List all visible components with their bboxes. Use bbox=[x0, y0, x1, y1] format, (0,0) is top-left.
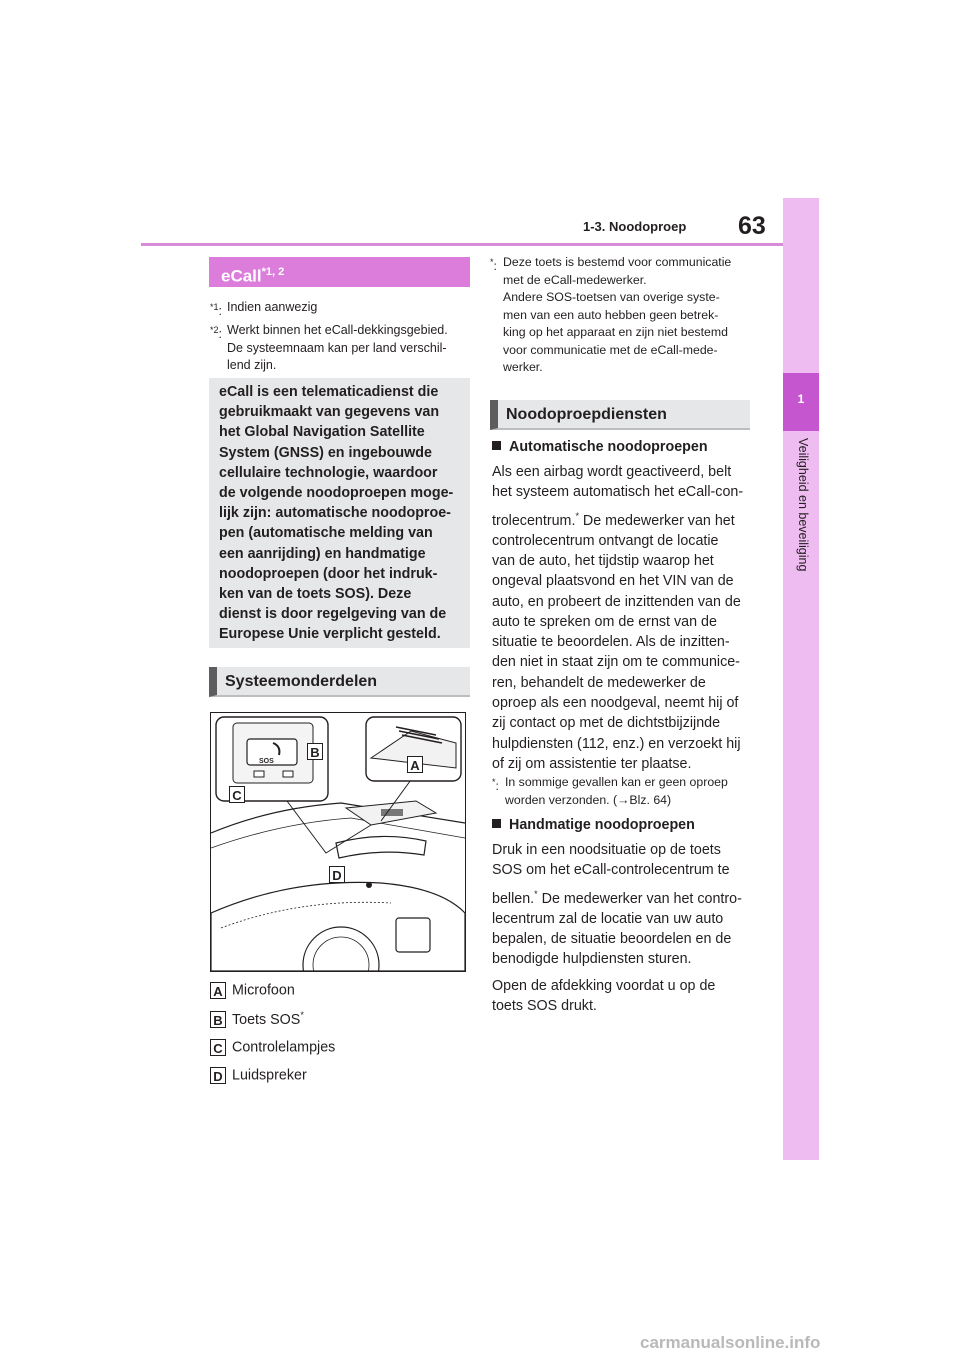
manual-call-heading-text: Handmatige noodoproepen bbox=[509, 817, 695, 833]
legend-key: D bbox=[210, 1067, 226, 1084]
body-line: ongeval plaatsvond en het VIN van de bbox=[492, 573, 734, 590]
auto-call-footnote: *: In sommige gevallen kan er geen oproep worden verzonden. (→Blz. 64) bbox=[492, 774, 762, 809]
body-line: Als een airbag wordt geactiveerd, belt bbox=[492, 464, 732, 480]
body-line: van de auto, het tijdstip waarop het bbox=[492, 552, 714, 569]
body-sup: * bbox=[575, 510, 579, 521]
body-line: bepalen, de situatie beoordelen en de bbox=[492, 930, 732, 947]
auto-call-footnote-line: worden verzonden. (→Blz. 64) bbox=[505, 792, 672, 807]
components-heading: Systeemonderdelen bbox=[209, 667, 470, 697]
footnote-2-mark: *2 bbox=[210, 325, 219, 335]
body-line: trolecentrum. bbox=[492, 512, 576, 529]
body-line: bellen. bbox=[492, 890, 535, 907]
section-title: 1-3. Noodoproep bbox=[583, 219, 687, 234]
page-number: 63 bbox=[738, 212, 766, 240]
intro-line: Europese Unie verplicht gesteld. bbox=[219, 626, 441, 643]
body-line: controlecentrum ontvangt de locatie bbox=[492, 532, 719, 549]
footnote-2-line: lend zijn. bbox=[227, 358, 277, 372]
sos-footnote: *: Deze toets is bestemd voor communicatie met de eCall-medewerker. Andere SOS-toetsen van overige syste- men van een auto hebben geen betrek- king op het apparaat en zijn niet bestemd voor communicatie met de eCall-mede- werker. bbox=[490, 254, 760, 377]
body-line: toets SOS drukt. bbox=[492, 997, 597, 1014]
ecall-heading-sup: *1, 2 bbox=[261, 266, 285, 278]
footnote-2-line: De systeemnaam kan per land verschil- bbox=[227, 340, 447, 355]
body-line: auto, en probeert de inzittenden van de bbox=[492, 593, 741, 610]
services-heading: Noodoproepdiensten bbox=[490, 400, 750, 430]
legend-sup: * bbox=[300, 1010, 304, 1020]
body-line: lecentrum zal de locatie van uw auto bbox=[492, 910, 724, 927]
square-bullet-icon bbox=[492, 819, 501, 828]
ecall-heading-text: eCall bbox=[221, 266, 262, 286]
car-interior-illustration bbox=[211, 713, 465, 971]
sos-footnote-line: met de eCall-medewerker. bbox=[503, 272, 647, 287]
manual-call-text bbox=[492, 840, 762, 1016]
body-line: den niet in staat zijn om te communice- bbox=[492, 654, 740, 671]
square-bullet-icon bbox=[492, 441, 501, 450]
sos-footnote-mark: * bbox=[490, 257, 494, 267]
body-line: De medewerker van het bbox=[578, 512, 735, 529]
body-line: Druk in een noodsituatie op de toets bbox=[492, 842, 721, 858]
legend-key: A bbox=[210, 982, 226, 999]
body-line: Open de afdekking voordat u op de bbox=[492, 977, 716, 994]
intro-line: lijk zijn: automatische noodoproe- bbox=[219, 505, 451, 522]
intro-line: ken van de toets SOS). Deze bbox=[219, 586, 412, 603]
legend-item bbox=[210, 982, 295, 999]
body-line: De medewerker van het contro- bbox=[537, 890, 742, 907]
auto-call-footnote-mark: * bbox=[492, 777, 496, 787]
intro-line: gebruikmaakt van gegevens van bbox=[219, 404, 440, 421]
side-chapter-label: Veiligheid en beveiliging bbox=[796, 438, 810, 572]
intro-line: pen (automatische melding van bbox=[219, 525, 433, 542]
body-line: benodigde hulpdiensten sturen. bbox=[492, 951, 692, 968]
body-line: situatie te beoordelen. Als de inzitten- bbox=[492, 634, 730, 651]
sos-button-label: SOS bbox=[259, 758, 274, 765]
intro-line: cellulaire technologie, waardoor bbox=[219, 464, 438, 481]
ecall-heading bbox=[209, 257, 470, 287]
intro-line: System (GNSS) en ingebouwde bbox=[219, 444, 432, 461]
intro-line: de volgende noodoproepen moge- bbox=[219, 485, 454, 502]
sos-footnote-line: werker. bbox=[503, 360, 543, 374]
body-line: zij contact op met de dichtstbijzijnde bbox=[492, 715, 721, 732]
body-line: hulpdiensten (112, enz.) en verzoekt hij bbox=[492, 735, 741, 752]
side-tab bbox=[783, 198, 819, 1160]
body-line: het systeem automatisch het eCall-con- bbox=[492, 484, 744, 501]
header-rule bbox=[141, 243, 790, 246]
legend-key: B bbox=[210, 1011, 226, 1028]
legend-item bbox=[210, 1067, 307, 1084]
footnote-1: $^{*1}$: Indien aanwezig bbox=[210, 300, 318, 319]
body-line: SOS om het eCall-controlecentrum te bbox=[492, 862, 730, 879]
sos-footnote-line: king op het apparaat en zijn niet bestemd bbox=[503, 325, 728, 339]
side-chapter-number: 1 bbox=[797, 392, 805, 406]
body-sup: * bbox=[534, 888, 538, 899]
intro-line: noodoproepen (door het indruk- bbox=[219, 565, 438, 582]
legend-key: C bbox=[210, 1039, 226, 1056]
auto-call-text bbox=[492, 462, 762, 774]
figure-label-d: D bbox=[329, 866, 345, 883]
sos-footnote-line: Andere SOS-toetsen van overige syste- bbox=[503, 290, 720, 304]
intro-line: het Global Navigation Satellite bbox=[219, 424, 425, 441]
sos-footnote-line: men van een auto hebben geen betrek- bbox=[503, 307, 719, 322]
figure-label-b: B bbox=[307, 743, 323, 760]
auto-call-heading bbox=[492, 439, 708, 455]
auto-call-footnote-line: In sommige gevallen kan er geen oproep bbox=[505, 775, 728, 789]
body-line: of zij om assistentie ter plaatse. bbox=[492, 755, 692, 772]
intro-line: dienst is door regelgeving van de bbox=[219, 606, 447, 623]
intro-line: een aanrijding) en handmatige bbox=[219, 545, 426, 562]
component-figure bbox=[210, 712, 466, 972]
intro-line: eCall is een telematicadienst die bbox=[219, 384, 439, 400]
manual-call-heading bbox=[492, 817, 695, 833]
body-line: auto te spreken om de ernst van de bbox=[492, 613, 717, 630]
sos-footnote-line: voor communicatie met de eCall-mede- bbox=[503, 342, 718, 357]
footnote-2: $^{*2}$: Werkt binnen het eCall-dekkingsgebied. De systeemnaam kan per land verschil- lend zijn. bbox=[210, 322, 470, 375]
auto-call-heading-text: Automatische noodoproepen bbox=[509, 439, 708, 455]
legend-text: Luidspreker bbox=[232, 1067, 307, 1084]
legend-text: Toets SOS bbox=[232, 1011, 301, 1028]
figure-label-c: C bbox=[229, 786, 245, 803]
body-line: oproep als een noodgeval, neemt hij of bbox=[492, 695, 739, 712]
footnote-1-text: Indien aanwezig bbox=[227, 300, 318, 314]
legend-item bbox=[210, 1039, 335, 1056]
legend-item bbox=[210, 1010, 304, 1028]
footnote-2-line: Werkt binnen het eCall-dekkingsgebied. bbox=[227, 323, 448, 337]
legend-text: Microfoon bbox=[232, 982, 295, 999]
figure-label-a: A bbox=[407, 756, 423, 773]
body-line: ren, behandelt de medewerker de bbox=[492, 674, 706, 691]
sos-footnote-line: Deze toets is bestemd voor communicatie bbox=[503, 255, 732, 269]
intro-box bbox=[209, 378, 470, 648]
footnote-1-mark: *1 bbox=[210, 302, 219, 312]
watermark: carmanualsonline.info bbox=[640, 1333, 821, 1352]
legend-text: Controlelampjes bbox=[232, 1039, 336, 1056]
